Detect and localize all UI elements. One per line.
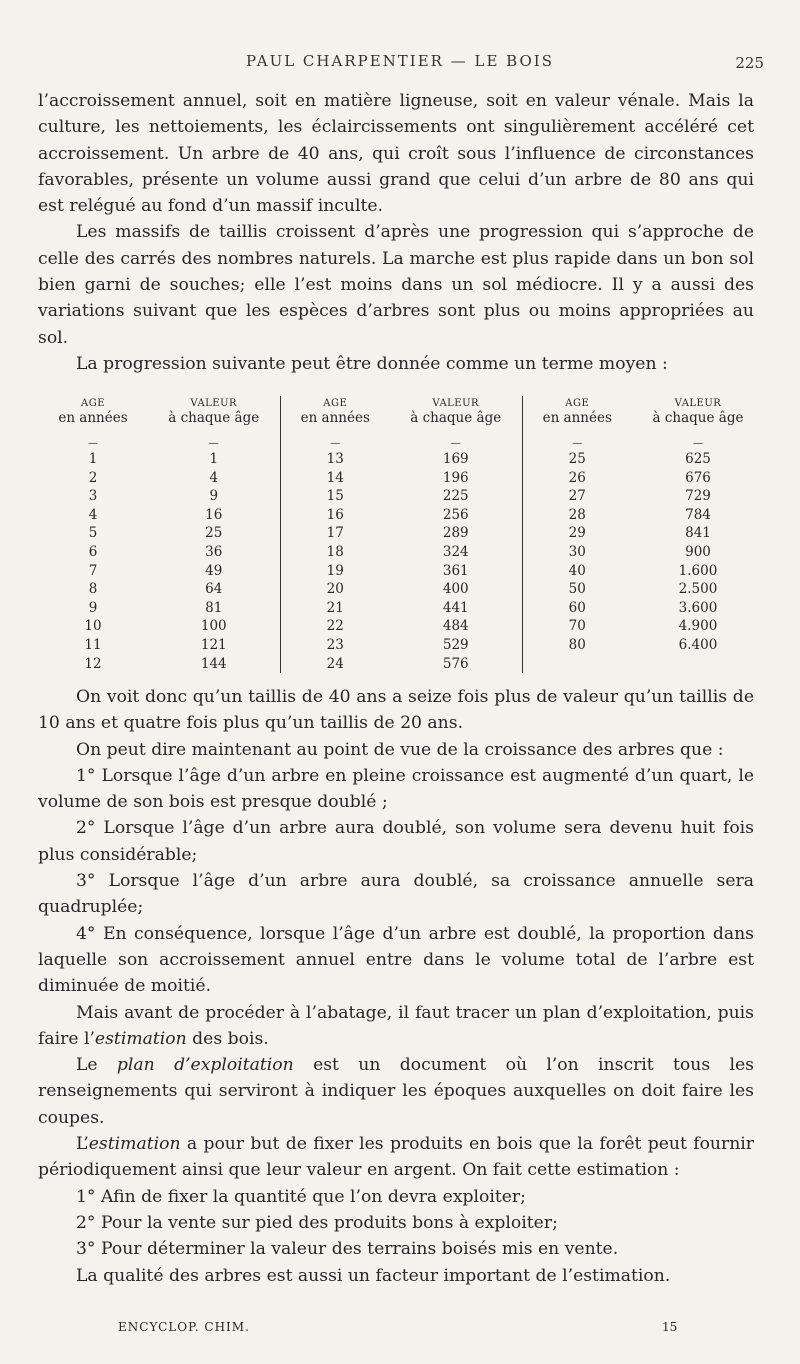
value-cell: 16 bbox=[148, 506, 280, 525]
running-title: PAUL CHARPENTIER — LE BOIS bbox=[246, 52, 554, 70]
age-cell: 70 bbox=[568, 618, 586, 635]
value-cell: 441 bbox=[390, 599, 522, 618]
age-cell: 12 bbox=[84, 655, 102, 672]
age-cell bbox=[522, 655, 632, 674]
age-cell: 16 bbox=[326, 506, 344, 523]
age-cell: 6 bbox=[88, 543, 98, 560]
paragraph-abatage: Mais avant de procéder à l’abatage, il faut tracer un plan d’exploitation, puis faire l’estimation des bois. bbox=[38, 1002, 754, 1049]
printer-signature: ENCYCLOP. CHIM. bbox=[118, 1320, 250, 1334]
table-row bbox=[38, 562, 764, 581]
paragraph-qualite: La qualité des arbres est aussi un facteur important de l’estimation. bbox=[76, 1265, 671, 1286]
running-head bbox=[0, 52, 800, 74]
age-cell: 14 bbox=[326, 469, 344, 486]
list-item-estimation-1: 1° Afin de fixer la quantité que l’on devra exploiter; bbox=[76, 1186, 526, 1207]
table-row bbox=[38, 655, 764, 674]
value-cell: 400 bbox=[390, 580, 522, 599]
value-cell: 484 bbox=[390, 617, 522, 636]
age-cell: 5 bbox=[88, 525, 98, 542]
value-cell: 729 bbox=[685, 488, 711, 505]
age-cell: 1 bbox=[88, 451, 98, 467]
value-cell: 225 bbox=[390, 487, 522, 506]
value-cell: 676 bbox=[685, 469, 711, 486]
age-cell: 11 bbox=[84, 636, 102, 653]
col-header-age-2: AGE en années bbox=[300, 398, 370, 426]
value-cell: 841 bbox=[685, 525, 711, 542]
value-cell: 25 bbox=[148, 524, 280, 543]
paragraph-conclusion: On voit donc qu’un taillis de 40 ans a seize fois plus de valeur qu’un taillis de 10 ans et quatre fois plus qu’un taillis de 20 ans. bbox=[38, 687, 754, 734]
list-item-croissance-2: 2° Lorsque l’âge d’un arbre aura doublé, son volume sera devenu huit fois plus considérable; bbox=[38, 818, 754, 865]
value-cell: 784 bbox=[685, 506, 711, 523]
value-cell: 144 bbox=[148, 655, 280, 674]
value-cell: 121 bbox=[148, 636, 280, 655]
col-header-value-3: VALEUR à chaque âge bbox=[652, 398, 744, 426]
age-cell: 2 bbox=[88, 469, 98, 486]
paragraph-accroissement: l’accroissement annuel, soit en matière ligneuse, soit en valeur vénale. Mais la culture, les nettoiements, les éclaircissements ont singulièrement accéléré cet accroissement. Un arbre de 40 ans, qui croît sous l’influence de circonstances favorables, présente un volume aussi grand que celui d’un arbre de 80 ans qui est relégué au fond d’un massif inculte. bbox=[38, 91, 754, 217]
age-cell: 17 bbox=[326, 525, 344, 542]
col-header-value-1: VALEUR à chaque âge bbox=[148, 396, 280, 438]
list-item-croissance-4: 4° En conséquence, lorsque l’âge d’un arbre est doublé, la proportion dans laquelle son accroissement annuel entre dans le volume total de l’arbre est diminuée de moitié. bbox=[38, 923, 754, 997]
value-cell: 289 bbox=[390, 524, 522, 543]
value-cell: 196 bbox=[390, 469, 522, 488]
age-cell: 25 bbox=[568, 451, 586, 467]
value-cell: 49 bbox=[148, 562, 280, 581]
value-cell: 529 bbox=[390, 636, 522, 655]
value-cell: 4.900 bbox=[678, 618, 718, 635]
value-cell: 36 bbox=[148, 543, 280, 562]
value-cell: 169 bbox=[390, 450, 522, 469]
age-cell: 29 bbox=[568, 525, 586, 542]
age-cell: 23 bbox=[326, 636, 344, 653]
list-item-croissance-3: 3° Lorsque l’âge d’un arbre aura doublé, sa croissance annuelle sera quadruplée; bbox=[38, 871, 754, 918]
age-cell: 80 bbox=[568, 636, 586, 653]
value-cell: 81 bbox=[148, 599, 280, 618]
signature-number: 15 bbox=[662, 1320, 678, 1334]
value-cell: 100 bbox=[148, 617, 280, 636]
list-item-estimation-3: 3° Pour déterminer la valeur des terrains boisés mis en vente. bbox=[76, 1239, 619, 1260]
age-cell: 28 bbox=[568, 506, 586, 523]
table-row bbox=[38, 450, 764, 469]
paragraph-estimation: L’estimation a pour but de fixer les produits en bois que la forêt peut fournir périodiquement ainsi que leur valeur en argent. On fait cette estimation : bbox=[38, 1134, 754, 1181]
age-cell: 22 bbox=[326, 618, 344, 635]
age-cell: 10 bbox=[84, 618, 102, 635]
table-row bbox=[38, 580, 764, 599]
value-cell: 64 bbox=[148, 580, 280, 599]
age-cell: 26 bbox=[568, 469, 586, 486]
table-row bbox=[38, 487, 764, 506]
age-cell: 9 bbox=[88, 599, 98, 616]
table-row bbox=[38, 599, 764, 618]
table-row bbox=[38, 543, 764, 562]
value-cell: 4 bbox=[148, 469, 280, 488]
text-block-lower bbox=[38, 684, 754, 1289]
page-number: 225 bbox=[735, 54, 764, 72]
age-cell: 27 bbox=[568, 488, 586, 505]
col-header-age-1: AGE en années bbox=[58, 398, 128, 426]
paragraph-taillis: Les massifs de taillis croissent d’après une progression qui s’approche de celle des carrés des nombres naturels. La marche est plus rapide dans un bon sol bien garni de souches; elle l’est moins dans un sol médiocre. Il y a aussi des variations suivant que les espèces d’arbres sont plus ou moins appropriées au sol. bbox=[38, 222, 754, 348]
text-block-upper bbox=[38, 88, 754, 377]
list-item-estimation-2: 2° Pour la vente sur pied des produits bons à exploiter; bbox=[76, 1212, 558, 1233]
col-header-value-2: VALEUR à chaque âge bbox=[390, 396, 522, 438]
value-cell: 2.500 bbox=[678, 581, 718, 598]
age-cell: 18 bbox=[326, 543, 344, 560]
value-cell bbox=[632, 655, 764, 674]
value-cell: 256 bbox=[390, 506, 522, 525]
age-cell: 13 bbox=[326, 451, 344, 467]
paragraph-croissance-intro: On peut dire maintenant au point de vue de la croissance des arbres que : bbox=[76, 739, 724, 760]
age-cell: 15 bbox=[326, 488, 344, 505]
list-item-croissance-1: 1° Lorsque l’âge d’un arbre en pleine croissance est augmenté d’un quart, le volume de son bois est presque doublé ; bbox=[38, 765, 754, 813]
age-cell: 20 bbox=[326, 581, 344, 598]
progression-table bbox=[38, 396, 764, 674]
table-row bbox=[38, 524, 764, 543]
age-cell: 30 bbox=[568, 543, 586, 560]
value-cell: 3.600 bbox=[678, 599, 718, 616]
value-cell: 324 bbox=[390, 543, 522, 562]
dash-row: — — — — — — bbox=[88, 438, 703, 449]
age-cell: 7 bbox=[88, 562, 98, 579]
table-row bbox=[38, 469, 764, 488]
table-row bbox=[38, 617, 764, 636]
value-cell: 361 bbox=[390, 562, 522, 581]
table-row bbox=[38, 506, 764, 525]
page-footer bbox=[0, 1320, 800, 1338]
age-cell: 24 bbox=[326, 655, 344, 672]
value-cell: 1 bbox=[148, 450, 280, 469]
age-cell: 3 bbox=[88, 488, 98, 505]
age-cell: 60 bbox=[568, 599, 586, 616]
age-cell: 40 bbox=[568, 562, 586, 579]
paragraph-progression-intro: La progression suivante peut être donnée comme un terme moyen : bbox=[76, 353, 668, 374]
value-cell: 576 bbox=[390, 655, 522, 674]
age-cell: 4 bbox=[88, 506, 98, 523]
col-header-age-3: AGE en années bbox=[542, 398, 612, 426]
age-cell: 21 bbox=[326, 599, 344, 616]
age-cell: 8 bbox=[88, 581, 98, 598]
value-cell: 625 bbox=[685, 451, 711, 467]
value-cell: 9 bbox=[148, 487, 280, 506]
table-row bbox=[38, 636, 764, 655]
value-cell: 900 bbox=[685, 543, 711, 560]
value-cell: 1.600 bbox=[678, 562, 718, 579]
value-cell: 6.400 bbox=[678, 636, 718, 653]
age-cell: 19 bbox=[326, 562, 344, 579]
paragraph-plan-exploitation: Le plan d’exploitation est un document où l’on inscrit tous les renseignements qui serviront à indiquer les époques auxquelles on doit faire les coupes. bbox=[38, 1055, 754, 1128]
age-cell: 50 bbox=[568, 581, 586, 598]
